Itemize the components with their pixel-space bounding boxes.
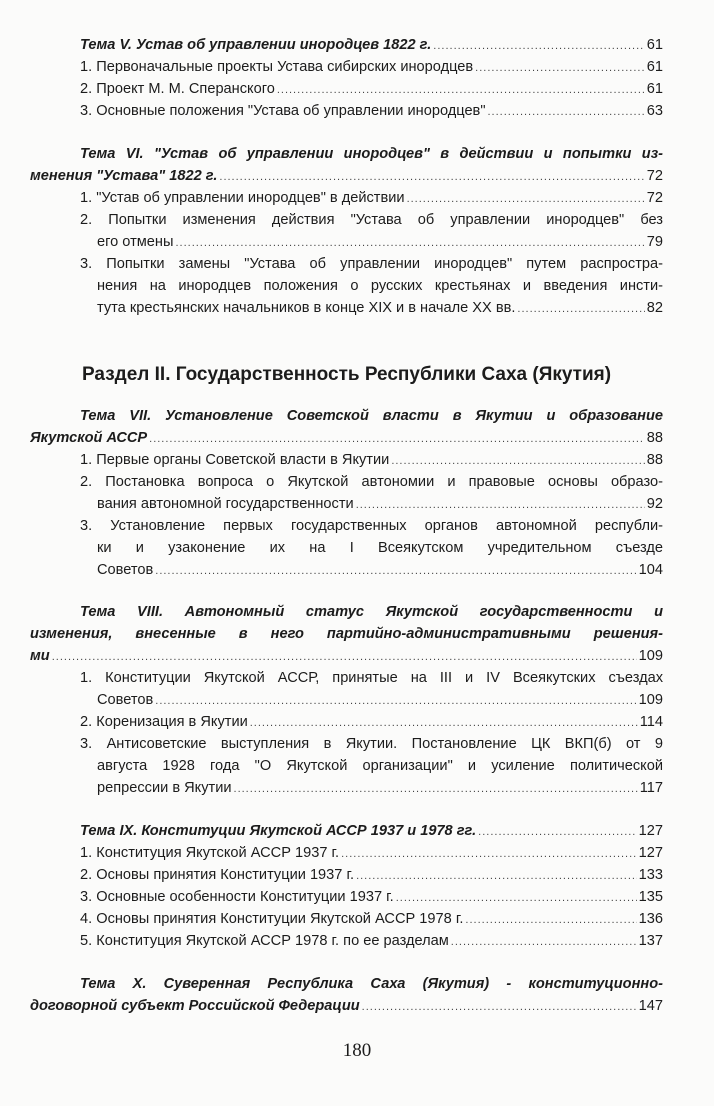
- entry-title-line-3: репрессии в Якутии: [97, 780, 232, 796]
- toc-entry-continued[interactable]: [97, 275, 663, 297]
- toc-entry[interactable]: [80, 864, 663, 886]
- entry-title-line-1: 2. Постановка вопроса о Якутской автономии и правовые основы образо-: [80, 474, 663, 490]
- dot-leader: [277, 79, 645, 100]
- page-number: 127: [638, 845, 663, 861]
- toc-entry[interactable]: [80, 56, 663, 78]
- entry-title-line-1: 2. Попытки изменения действия "Устава об управлении инородцев" без: [80, 212, 663, 228]
- toc-entry-continued[interactable]: [97, 755, 663, 777]
- toc-entry-theme-9[interactable]: [80, 820, 663, 842]
- toc-entry-theme-5[interactable]: [80, 34, 663, 56]
- dot-leader: [149, 428, 645, 449]
- toc-entry-continued[interactable]: [97, 537, 663, 559]
- entry-title: 1. Первоначальные проекты Устава сибирских инородцев: [80, 59, 474, 75]
- dot-leader: [175, 232, 644, 253]
- toc-entry-theme-6-title[interactable]: [80, 143, 663, 165]
- section-heading: Раздел II. Государственность Республики Саха (Якутия): [82, 364, 612, 385]
- dot-leader: [488, 101, 645, 122]
- dot-leader: [362, 996, 637, 1017]
- toc-entry[interactable]: [80, 471, 663, 493]
- entry-title-line-1: Тема VII. Установление Советской власти в Якутии и образование: [80, 408, 663, 424]
- entry-title-line-1: 1. Конституции Якутской АССР, принятые на III и IV Всеякутских съездах: [80, 670, 663, 686]
- page-number: 136: [638, 911, 663, 927]
- entry-title-line-1: Тема X. Суверенная Республика Саха (Якутия) - конституционно-: [80, 976, 663, 992]
- dot-leader: [465, 909, 636, 930]
- dot-leader: [391, 450, 644, 471]
- dot-leader: [250, 712, 638, 733]
- page-number: 79: [646, 234, 663, 250]
- entry-title: 2. Основы принятия Конституции 1937 г.: [80, 867, 355, 883]
- entry-title-line-2: договорной субъект Российской Федерации: [30, 998, 360, 1014]
- dot-leader: [341, 843, 637, 864]
- entry-title: 3. Основные особенности Конституции 1937 г.: [80, 889, 394, 905]
- entry-title-line-2: августа 1928 года "О Якутской организации" и усиление политической: [97, 758, 663, 774]
- entry-title-line-3: ми: [30, 648, 50, 664]
- toc-entry[interactable]: [80, 78, 663, 100]
- entry-title: 3. Основные положения "Устава об управлении инородцев": [80, 103, 486, 119]
- dot-leader: [396, 887, 637, 908]
- page-number: 117: [639, 780, 663, 796]
- page-number: 135: [638, 889, 663, 905]
- entry-title-line-2: Советов: [97, 692, 154, 708]
- page-number: 63: [646, 103, 663, 119]
- entry-title-line-2: Якутской АССР: [30, 430, 148, 446]
- dot-leader: [356, 494, 645, 515]
- dot-leader: [451, 931, 637, 952]
- entry-title: 1. "Устав об управлении инородцев" в действии: [80, 190, 405, 206]
- toc-entry-theme-6[interactable]: [30, 165, 663, 187]
- entry-title-line-3: тута крестьянских начальников в конце XIX и в начале XX вв.: [97, 300, 516, 316]
- page-number: 127: [638, 823, 663, 839]
- toc-entry[interactable]: [80, 209, 663, 231]
- entry-title: 1. Конституция Якутской АССР 1937 г.: [80, 845, 340, 861]
- page-number: 109: [638, 692, 663, 708]
- entry-title-line-2: ки и узаконение их на I Всеякутском учредительном съезде: [97, 540, 663, 556]
- page-number: 137: [638, 933, 663, 949]
- toc-entry[interactable]: [80, 515, 663, 537]
- page-number: 104: [638, 562, 663, 578]
- page-number: 133: [638, 867, 663, 883]
- toc-entry[interactable]: [80, 187, 663, 209]
- page-number: 61: [646, 81, 663, 97]
- dot-leader: [356, 865, 637, 886]
- dot-leader: [407, 188, 645, 209]
- entry-title-line-2: его отмены: [97, 234, 174, 250]
- entry-title-line-1: 3. Установление первых государственных органов автономной республи-: [80, 518, 663, 534]
- toc-entry[interactable]: [80, 449, 663, 471]
- toc-entry-continued[interactable]: [97, 297, 663, 319]
- dot-leader: [517, 298, 644, 319]
- toc-entry-continued[interactable]: [97, 231, 663, 253]
- entry-title-line-3: Советов: [97, 562, 154, 578]
- toc-entry[interactable]: [80, 930, 663, 952]
- toc-entry[interactable]: [80, 667, 663, 689]
- toc-entry-theme-7[interactable]: [30, 427, 663, 449]
- toc-entry-theme-8[interactable]: [30, 645, 663, 667]
- toc-entry-continued[interactable]: [97, 777, 663, 799]
- page-number: 61: [646, 59, 663, 75]
- toc-entry[interactable]: [80, 886, 663, 908]
- dot-leader: [475, 57, 645, 78]
- page-number: 61: [646, 37, 663, 53]
- dot-leader: [219, 166, 644, 187]
- dot-leader: [52, 646, 637, 667]
- toc-entry[interactable]: [80, 733, 663, 755]
- page-number: 72: [646, 190, 663, 206]
- page-number: 147: [638, 998, 663, 1014]
- entry-title: 2. Коренизация в Якутии: [80, 714, 248, 730]
- page-number: 88: [646, 430, 663, 446]
- entry-title: 2. Проект М. М. Сперанского: [80, 81, 275, 97]
- entry-title-line-1: Тема VIII. Автономный статус Якутской государственности и: [80, 604, 663, 620]
- entry-title-line-2: менения "Устава" 1822 г.: [30, 168, 218, 184]
- toc-entry-continued[interactable]: [97, 559, 663, 581]
- entry-title-line-2: изменения, внесенные в него партийно-административными решения-: [30, 626, 663, 642]
- page-number: 114: [639, 714, 663, 730]
- entry-title: 1. Первые органы Советской власти в Якутии: [80, 452, 390, 468]
- toc-entry-theme-8-title[interactable]: [30, 623, 663, 645]
- page-number: 92: [646, 496, 663, 512]
- dot-leader: [155, 560, 636, 581]
- entry-title-line-1: 3. Антисоветские выступления в Якутии. Постановление ЦК ВКП(б) от 9: [80, 736, 663, 752]
- toc-entry[interactable]: [80, 842, 663, 864]
- toc-entry[interactable]: [80, 253, 663, 275]
- toc-entry-theme-7-title[interactable]: [80, 405, 663, 427]
- entry-title-line-2: вания автономной государственности: [97, 496, 354, 512]
- toc-entry[interactable]: [80, 711, 663, 733]
- toc-entry-theme-8-title[interactable]: [80, 601, 663, 623]
- dot-leader: [433, 35, 644, 56]
- entry-title-line-1: 3. Попытки замены "Устава об управлении инородцев" путем распростра-: [80, 256, 663, 272]
- page-footer-number: 180: [342, 1040, 372, 1061]
- page-number: 82: [646, 300, 663, 316]
- dot-leader: [155, 690, 636, 711]
- entry-title: 5. Конституция Якутской АССР 1978 г. по ее разделам: [80, 933, 449, 949]
- toc-entry-continued[interactable]: [97, 689, 663, 711]
- toc-entry-continued[interactable]: [97, 493, 663, 515]
- entry-title-line-1: Тема VI. "Устав об управлении инородцев" в действии и попытки из-: [80, 146, 663, 162]
- entry-title: Тема IX. Конституции Якутской АССР 1937 и 1978 гг.: [80, 823, 477, 839]
- page-number: 109: [638, 648, 663, 664]
- page-number: 88: [646, 452, 663, 468]
- toc-entry[interactable]: [80, 100, 663, 122]
- dot-leader: [478, 821, 636, 842]
- dot-leader: [234, 778, 638, 799]
- toc-entry[interactable]: [80, 908, 663, 930]
- toc-entry-theme-10[interactable]: [30, 995, 663, 1017]
- page-number: 72: [646, 168, 663, 184]
- entry-title-line-2: нения на инородцев положения о русских крестьянах и введения инсти-: [97, 278, 663, 294]
- toc-entry-theme-10-title[interactable]: [80, 973, 663, 995]
- entry-title: 4. Основы принятия Конституции Якутской АССР 1978 г.: [80, 911, 464, 927]
- entry-title: Тема V. Устав об управлении инородцев 1822 г.: [80, 37, 432, 53]
